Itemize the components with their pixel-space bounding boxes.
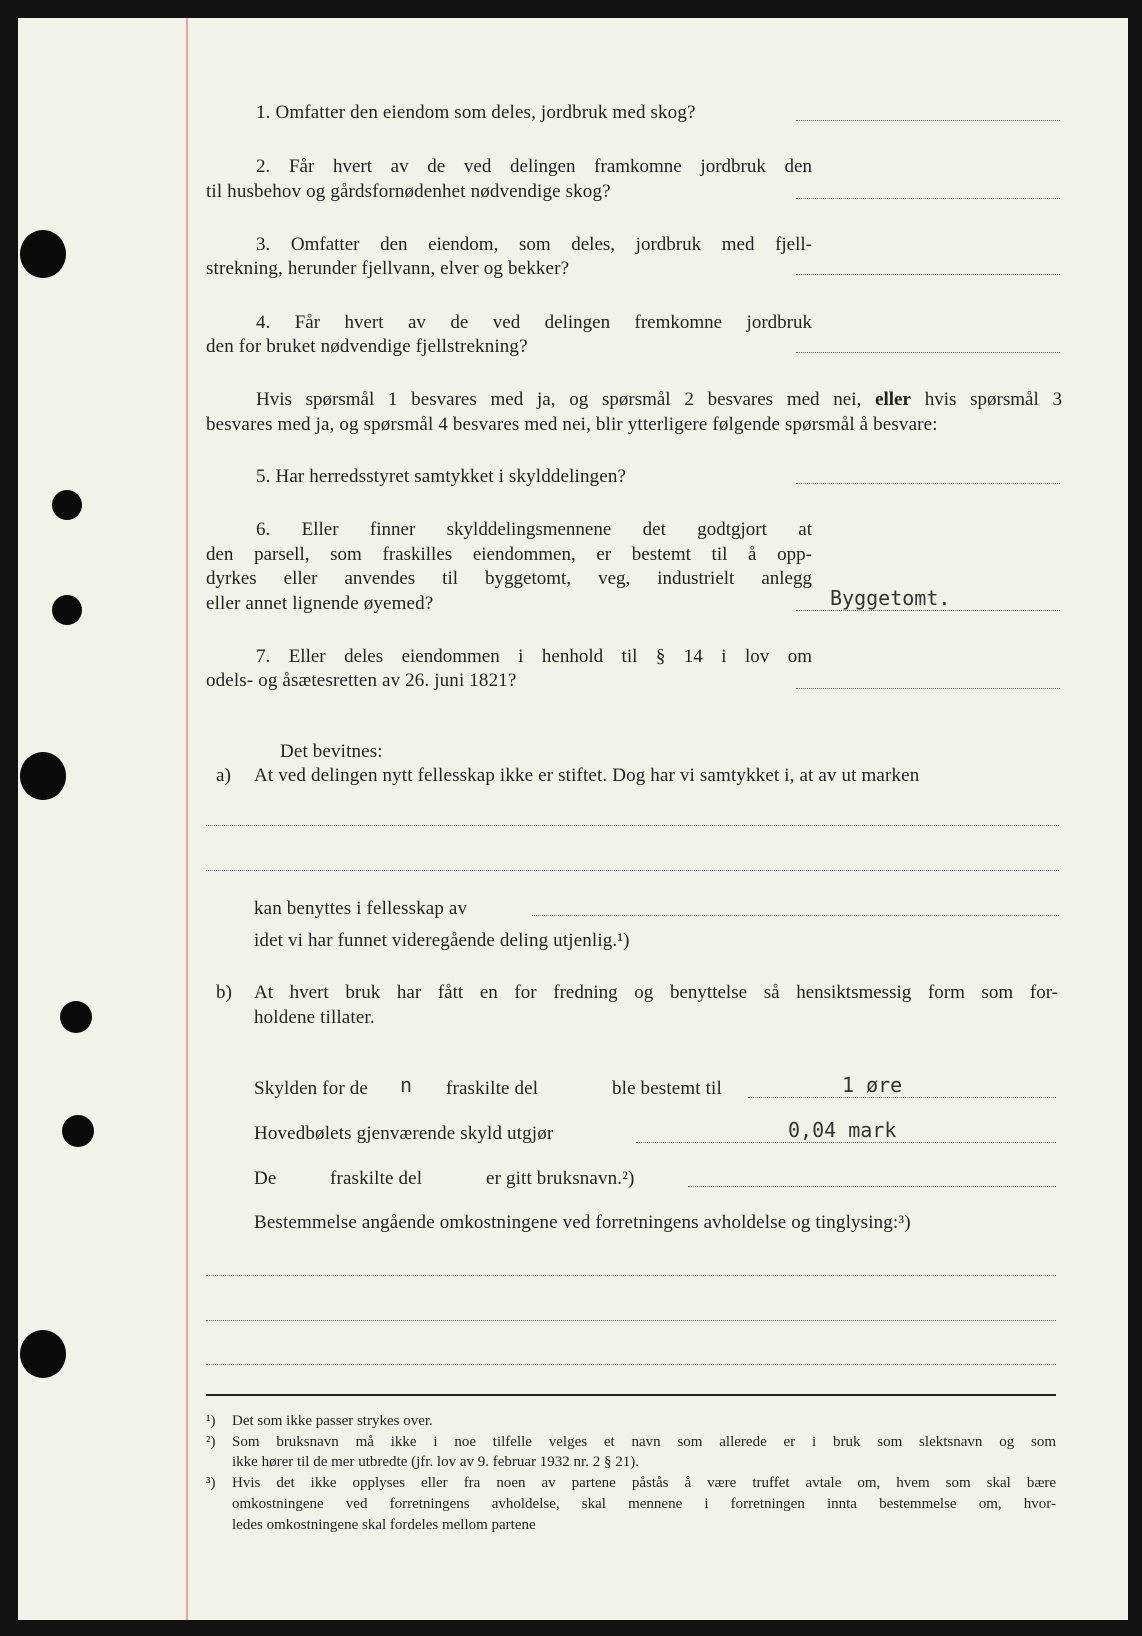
answer-line-6[interactable] bbox=[796, 610, 1060, 611]
punch-hole-2 bbox=[52, 490, 82, 520]
punch-hole-3 bbox=[52, 595, 82, 625]
footnote-2-line-1: Som bruksnavn må ikke i noe tilfelle velges et navn som allerede er i bruk som slektsnavn og som bbox=[232, 1434, 1056, 1450]
bruksnavn-label-c: er gitt bruksnavn.²) bbox=[486, 1168, 635, 1189]
answer-line-3[interactable] bbox=[796, 274, 1060, 275]
footnote-separator bbox=[206, 1394, 1056, 1396]
shared-use-label: kan benyttes i fellesskap av bbox=[254, 898, 468, 919]
skyld-label-b: fraskilte del bbox=[446, 1078, 539, 1099]
footnote-3-mark: ³) bbox=[206, 1475, 216, 1491]
skyld-label-a: Skylden for de bbox=[254, 1078, 368, 1099]
condition-line-2: besvares med ja, og spørsmål 4 besvares med nei, blir ytterligere følgende spørsmål å besvare: bbox=[206, 414, 938, 435]
attest-b-label: b) bbox=[216, 982, 233, 1003]
bruksnavn-label-a: De bbox=[254, 1168, 277, 1189]
cost-label: Bestemmelse angående omkostningene ved forretningens avholdelse og tinglysing:³) bbox=[254, 1212, 911, 1233]
condition-line-1: Hvis spørsmål 1 besvares med ja, og spørsmål 2 besvares med nei, eller hvis spørsmål 3 bbox=[256, 389, 1063, 410]
answer-line-2[interactable] bbox=[796, 198, 1060, 199]
punch-hole-6 bbox=[62, 1115, 94, 1147]
attest-line-1[interactable] bbox=[206, 825, 1059, 826]
question-6-line-2: den parsell, som fraskilles eiendommen, er bestemt til å opp- bbox=[206, 544, 812, 565]
question-5: 5. Har herredsstyret samtykket i skylddelingen? bbox=[256, 466, 627, 487]
skyld-label-c: ble bestemt til bbox=[612, 1078, 722, 1099]
question-3-line-1: 3. Omfatter den eiendom, som deles, jordbruk med fjell- bbox=[256, 234, 812, 255]
question-2-line-1: 2. Får hvert av de ved delingen framkomne jordbruk den bbox=[256, 156, 812, 177]
attest-line-2[interactable] bbox=[206, 870, 1059, 871]
footnote-3-line-1: Hvis det ikke opplyses eller fra noen av partene påstås å være truffet avtale om, hvem som skal bære bbox=[232, 1475, 1056, 1491]
attest-b-line-1: At hvert bruk har fått en for fredning og benyttelse så hensiktsmessig form som for- bbox=[254, 982, 1058, 1003]
attest-b-line-2: holdene tillater. bbox=[254, 1007, 375, 1028]
question-7-line-1: 7. Eller deles eiendommen i henhold til § 14 i lov om bbox=[256, 646, 812, 667]
bruksnavn-line[interactable] bbox=[688, 1186, 1056, 1187]
answer-line-4[interactable] bbox=[796, 352, 1060, 353]
attest-a-text: At ved delingen nytt fellesskap ikke er stiftet. Dog har vi samtykket i, at av ut marken bbox=[254, 765, 920, 786]
question-3-line-2: strekning, herunder fjellvann, elver og bekker? bbox=[206, 258, 570, 279]
answer-line-1[interactable] bbox=[796, 120, 1060, 121]
answer-line-5[interactable] bbox=[796, 483, 1060, 484]
question-6-line-4: eller annet lignende øyemed? bbox=[206, 593, 434, 614]
attest-heading: Det bevitnes: bbox=[280, 741, 383, 762]
shared-use-line[interactable] bbox=[532, 915, 1059, 916]
question-6-line-3: dyrkes eller anvendes til byggetomt, veg, industrielt anlegg bbox=[206, 568, 812, 589]
punch-hole-7 bbox=[20, 1330, 66, 1378]
question-6-line-1: 6. Eller finner skylddelingsmennene det godtgjort at bbox=[256, 519, 812, 540]
question-4-line-1: 4. Får hvert av de ved delingen fremkomne jordbruk bbox=[256, 312, 812, 333]
further-division-text: idet vi har funnet videregående deling utjenlig.¹) bbox=[254, 930, 630, 951]
question-1: 1. Omfatter den eiendom som deles, jordbruk med skog? bbox=[256, 102, 696, 123]
skyld-handwritten-n: n bbox=[400, 1073, 413, 1097]
footnote-3-line-3: ledes omkostningene skal fordeles mellom partene bbox=[232, 1517, 536, 1533]
footnote-3-line-2: omkostningene ved forretningens avholdelse, skal mennene i forretningen innta bestemmelse om, hvor- bbox=[232, 1496, 1056, 1512]
document-page bbox=[18, 18, 1128, 1620]
hovedbol-value: 0,04 mark bbox=[788, 1118, 897, 1142]
question-7-line-2: odels- og åsætesretten av 26. juni 1821? bbox=[206, 670, 517, 691]
bruksnavn-label-b: fraskilte del bbox=[330, 1168, 423, 1189]
footnote-2-line-2: ikke hører til de mer utbredte (jfr. lov av 9. februar 1932 nr. 2 § 21). bbox=[232, 1454, 639, 1470]
question-4-line-2: den for bruket nødvendige fjellstrekning? bbox=[206, 336, 528, 357]
cost-line-1[interactable] bbox=[206, 1275, 1056, 1276]
punch-hole-1 bbox=[20, 230, 66, 278]
cost-line-2[interactable] bbox=[206, 1320, 1056, 1321]
question-2-line-2: til husbehov og gårdsfornødenhet nødvendige skog? bbox=[206, 181, 611, 202]
hovedbol-line[interactable] bbox=[636, 1142, 1056, 1143]
footnote-2-mark: ²) bbox=[206, 1434, 216, 1450]
punch-hole-5 bbox=[60, 1001, 92, 1033]
answer-line-7[interactable] bbox=[796, 688, 1060, 689]
skyld-value: 1 øre bbox=[842, 1073, 903, 1097]
question-6-answer: Byggetomt. bbox=[830, 586, 951, 610]
margin-line bbox=[186, 18, 188, 1620]
footnote-1-mark: ¹) bbox=[206, 1413, 216, 1429]
cost-line-3[interactable] bbox=[206, 1364, 1056, 1365]
punch-hole-4 bbox=[20, 752, 66, 800]
footnote-1: Det som ikke passer strykes over. bbox=[232, 1413, 433, 1429]
skyld-line[interactable] bbox=[748, 1097, 1056, 1098]
hovedbol-label: Hovedbølets gjenværende skyld utgjør bbox=[254, 1123, 554, 1144]
attest-a-label: a) bbox=[216, 765, 232, 786]
